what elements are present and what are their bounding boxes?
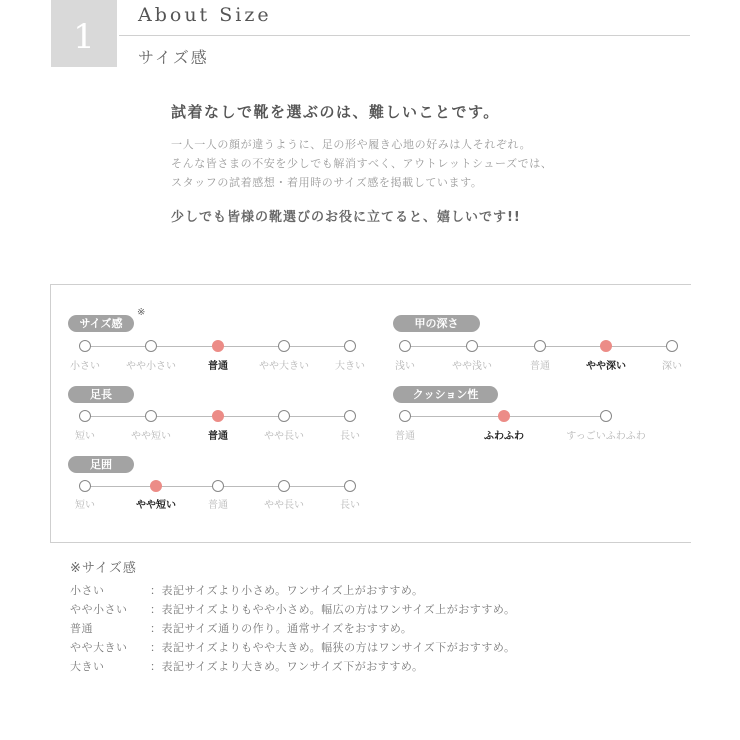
size-scale-option-label: 大きい bbox=[335, 361, 365, 372]
legend-term: やや小さい bbox=[70, 603, 128, 616]
instep-scale-option-label: 深い bbox=[662, 361, 682, 372]
note-mark: ※ bbox=[137, 307, 146, 318]
cushion-scale-label: クッション性 bbox=[393, 386, 498, 403]
section-number: 1 bbox=[51, 0, 117, 67]
section-title-jp: サイズ感 bbox=[138, 48, 209, 67]
circumference-scale-option-label: 短い bbox=[75, 500, 95, 511]
instep-scale-point bbox=[534, 340, 546, 352]
instep-scale-option-label: 普通 bbox=[530, 361, 550, 372]
size-scale-point bbox=[344, 340, 356, 352]
circumference-scale-point-selected bbox=[150, 480, 162, 492]
instep-scale-point bbox=[399, 340, 411, 352]
cushion-scale-point bbox=[399, 410, 411, 422]
size-scale-point-selected bbox=[212, 340, 224, 352]
circumference-scale-point bbox=[278, 480, 290, 492]
length-scale-point bbox=[79, 410, 91, 422]
intro-line: 一人一人の顔が違うように、足の形や履き心地の好みは人それぞれ。 bbox=[171, 138, 532, 151]
legend-term: 普通 bbox=[70, 622, 93, 635]
instep-scale-point bbox=[666, 340, 678, 352]
length-scale-option-label: 短い bbox=[75, 431, 95, 442]
legend-definition: ：表記サイズよりもやや小さめ。幅広の方はワンサイズ上がおすすめ。 bbox=[150, 603, 516, 616]
circumference-scale-point bbox=[212, 480, 224, 492]
legend-definition: ：表記サイズより大きめ。ワンサイズ下がおすすめ。 bbox=[150, 660, 424, 673]
circumference-scale-label: 足囲 bbox=[68, 456, 134, 473]
length-scale-point bbox=[344, 410, 356, 422]
circumference-scale-option-label: やや短い bbox=[136, 500, 176, 511]
circumference-scale-option-label: 普通 bbox=[208, 500, 228, 511]
size-scale-point bbox=[278, 340, 290, 352]
legend-definition: ：表記サイズよりもやや大きめ。幅狭の方はワンサイズ下がおすすめ。 bbox=[150, 641, 516, 654]
legend-term: やや大きい bbox=[70, 641, 128, 654]
legend-term: 大きい bbox=[70, 660, 105, 673]
circumference-scale-option-label: やや長い bbox=[264, 500, 304, 511]
length-scale-option-label: やや短い bbox=[131, 431, 171, 442]
intro-line: そんな皆さまの不安を少しでも解消すべく、アウトレットシューズでは、 bbox=[171, 157, 553, 170]
size-scale-label: サイズ感 bbox=[68, 315, 134, 332]
intro-lead: 試着なしで靴を選ぶのは、難しいことです。 bbox=[171, 103, 500, 121]
intro-closing: 少しでも皆様の靴選びのお役に立てると、嬉しいです!! bbox=[171, 210, 521, 225]
intro-line: スタッフの試着感想・着用時のサイズ感を掲載しています。 bbox=[171, 176, 483, 189]
cushion-scale-point bbox=[600, 410, 612, 422]
length-scale-point bbox=[278, 410, 290, 422]
length-scale-point bbox=[145, 410, 157, 422]
size-scale-point bbox=[79, 340, 91, 352]
size-scale-option-label: やや小さい bbox=[126, 361, 176, 372]
legend-definition: ：表記サイズより小さめ。ワンサイズ上がおすすめ。 bbox=[150, 584, 424, 597]
length-scale-option-label: 長い bbox=[340, 431, 360, 442]
size-scale-option-label: やや大きい bbox=[259, 361, 309, 372]
legend-definition: ：表記サイズ通りの作り。通常サイズをおすすめ。 bbox=[150, 622, 413, 635]
cushion-scale-option-label: ふわふわ bbox=[484, 431, 524, 442]
length-scale-label: 足長 bbox=[68, 386, 134, 403]
instep-scale-option-label: 浅い bbox=[395, 361, 415, 372]
size-scale-option-label: 小さい bbox=[70, 361, 100, 372]
instep-scale-option-label: やや浅い bbox=[452, 361, 492, 372]
circumference-scale-point bbox=[344, 480, 356, 492]
legend-term: 小さい bbox=[70, 584, 105, 597]
instep-scale-option-label: やや深い bbox=[586, 361, 626, 372]
instep-scale-point-selected bbox=[600, 340, 612, 352]
length-scale-point-selected bbox=[212, 410, 224, 422]
title-divider bbox=[119, 35, 690, 36]
cushion-scale-option-label: すっごいふわふわ bbox=[566, 431, 646, 442]
legend-title: ※サイズ感 bbox=[70, 561, 137, 576]
cushion-scale-option-label: 普通 bbox=[395, 431, 415, 442]
size-scale-option-label: 普通 bbox=[208, 361, 228, 372]
length-scale-option-label: やや長い bbox=[264, 431, 304, 442]
section-title-en: About Size bbox=[138, 4, 272, 26]
circumference-scale-point bbox=[79, 480, 91, 492]
instep-scale-label: 甲の深さ bbox=[393, 315, 480, 332]
size-scale-point bbox=[145, 340, 157, 352]
length-scale-option-label: 普通 bbox=[208, 431, 228, 442]
instep-scale-point bbox=[466, 340, 478, 352]
circumference-scale-option-label: 長い bbox=[340, 500, 360, 511]
cushion-scale-point-selected bbox=[498, 410, 510, 422]
